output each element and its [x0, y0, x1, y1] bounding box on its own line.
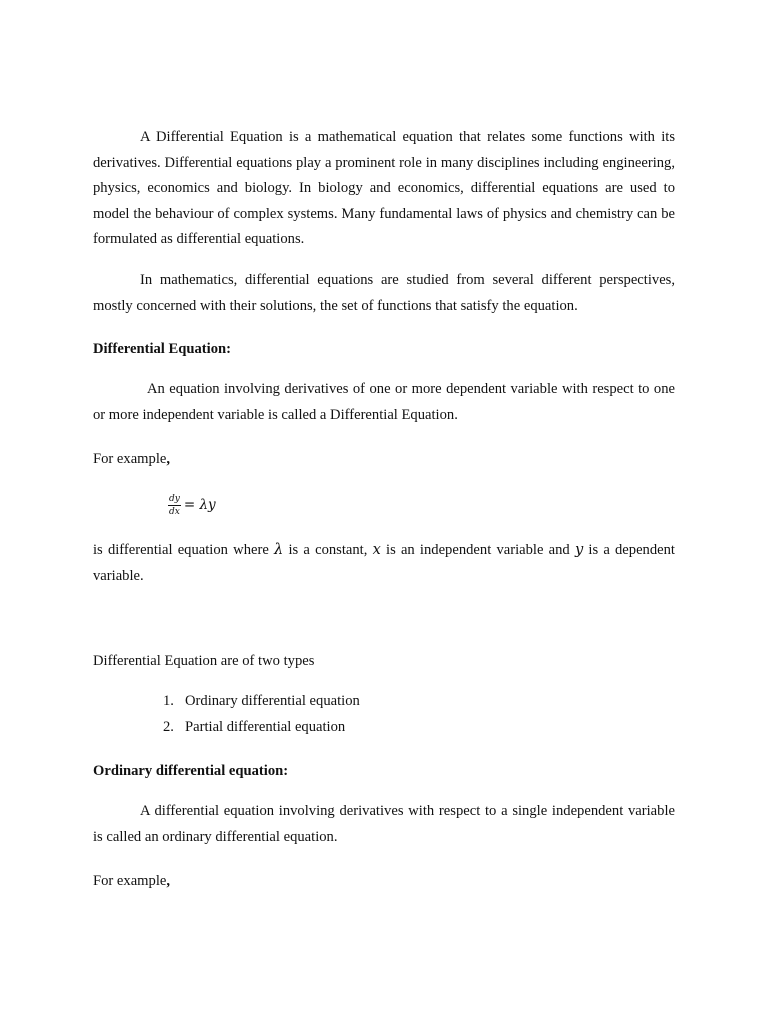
equation-rhs: = λy [183, 497, 216, 513]
fraction-numerator: dy [169, 493, 180, 504]
list-item [163, 689, 360, 715]
example-label-text: For example [93, 873, 167, 889]
y-variable: y [574, 541, 584, 558]
lambda-symbol: λ [274, 541, 284, 558]
explanation-text-2: is a constant, [283, 542, 373, 558]
types-list [163, 689, 360, 740]
equation-explanation [93, 537, 675, 589]
example-equation [168, 490, 216, 520]
explanation-text-3: is an independent variable and [380, 542, 575, 558]
types-intro: Differential Equation are of two types [93, 653, 315, 669]
definition-heading: Differential Equation: [93, 341, 231, 357]
explanation-text-4: is a dependent variable. [93, 542, 675, 584]
intro-paragraph-1: A Differential Equation is a mathematical equation that relates some functions with its derivatives. Differential equations play a prominent role in many disciplines including engineering, physics, economics and biology. In biology and economics, differential equations are used to model the behaviour of complex systems. Many fundamental laws of physics and chemistry can be formulated as differential equations. [93, 129, 675, 247]
explanation-text-1: is differential equation where [93, 542, 275, 558]
example-label-2 [93, 871, 170, 891]
example-label-1 [93, 449, 170, 469]
ordinary-paragraph: A differential equation involving derivatives with respect to a single independent variable is called an ordinary differential equation. [93, 803, 675, 845]
ordinary-heading: Ordinary differential equation: [93, 763, 289, 779]
example-label-text: For example [93, 451, 167, 467]
list-item-label: Ordinary differential equation [185, 693, 360, 709]
example-label-comma: , [166, 451, 171, 467]
list-item-label: Partial differential equation [185, 718, 346, 735]
list-item-number: 2. [163, 718, 174, 735]
list-item [163, 715, 360, 741]
intro-paragraph-2: In mathematics, differential equations are studied from several different perspectives, mostly concerned with their solutions, the set of functions that satisfy the equation. [93, 272, 675, 314]
fraction-denominator: dx [169, 506, 180, 517]
x-variable: x [372, 541, 381, 558]
definition-paragraph: An equation involving derivatives of one or more dependent variable with respect to one or more independent variable is called a Differential Equation. [93, 381, 675, 423]
derivative-fraction [168, 494, 181, 517]
example-label-comma: , [166, 873, 171, 889]
list-item-number: 1. [163, 693, 174, 709]
